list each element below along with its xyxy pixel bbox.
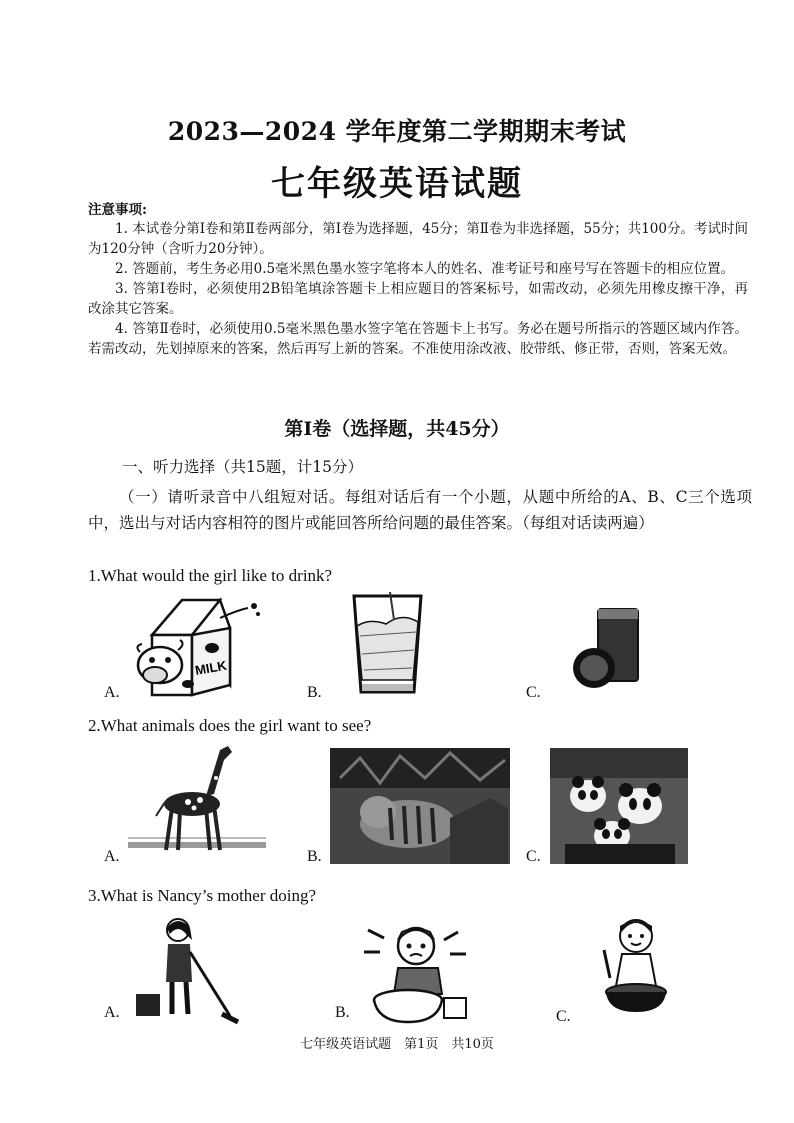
question-1: 1.What would the girl like to drink?	[88, 566, 333, 585]
question-2: 2.What animals does the girl want to see?	[88, 716, 372, 735]
giraffe-picture	[128, 742, 266, 862]
boy-washing-clothes-picture	[358, 918, 478, 1028]
option-c-label: C.	[526, 848, 541, 865]
option-a-label: A.	[104, 848, 120, 865]
exam-subtitle: 七年级英语试题	[271, 164, 523, 204]
section-title: 第Ⅰ卷（选择题，共45分）	[284, 418, 510, 440]
exam-title: 2023—2024 学年度第二学期期末考试	[167, 117, 627, 146]
option-c-label: C.	[526, 684, 541, 701]
option-b-label: B.	[335, 1004, 350, 1021]
milk-carton-picture	[130, 590, 265, 700]
option-a-label: A.	[104, 1004, 120, 1021]
woman-cooking-picture	[594, 916, 674, 1016]
glass-of-juice-picture	[570, 604, 650, 694]
page-footer: 七年级英语试题 第1页 共10页	[300, 1037, 494, 1052]
glass-of-water-picture	[350, 592, 425, 697]
milk-label: MILK	[193, 657, 228, 678]
woman-mopping-picture	[130, 912, 240, 1027]
option-b-label: B.	[307, 848, 322, 865]
notice-item-2: 2. 答题前，考生务必用0.5毫米黑色墨水签字笔将本人的姓名、准考证号和座号写在答题卡的相应位置。	[115, 261, 735, 277]
listening-instructions	[88, 484, 752, 536]
notice-item-4: 4. 答第Ⅱ卷时，必须使用0.5毫米黑色墨水签字笔在答题卡上书写。务必在题号所指示的答题区域内作答。若需改动，先划掉原来的答案，然后再写上新的答案。不准使用涂改液、胶带纸、修正带，否则，答案无效。	[88, 321, 748, 357]
question-3: 3.What is Nancy’s mother doing?	[88, 886, 317, 905]
tiger-picture	[330, 748, 510, 864]
notice-item-1: 1. 本试卷分第Ⅰ卷和第Ⅱ卷两部分，第Ⅰ卷为选择题，45分；第Ⅱ卷为非选择题，55分；共100分。考试时间为120分钟（含听力20分钟）。	[88, 221, 748, 257]
notice-list	[88, 219, 748, 359]
option-b-label: B.	[307, 684, 322, 701]
notice-item-3: 3. 答第Ⅰ卷时，必须使用2B铅笔填涂答题卡上相应题目的答案标号，如需改动，必须先用橡皮擦干净，再改涂其它答案。	[88, 281, 748, 317]
option-c-label: C.	[556, 1008, 571, 1025]
option-a-label: A.	[104, 684, 120, 701]
notice-heading: 注意事项:	[88, 202, 147, 218]
part-title: 一、听力选择（共15题，计15分）	[122, 458, 363, 476]
instructions-text: （一）请听录音中八组短对话。每组对话后有一个小题，从题中所给的A、B、C三个选项中，选出与对话内容相符的图片或能回答所给问题的最佳答案。（每组对话读两遍）	[88, 488, 752, 532]
pandas-picture	[550, 748, 688, 864]
